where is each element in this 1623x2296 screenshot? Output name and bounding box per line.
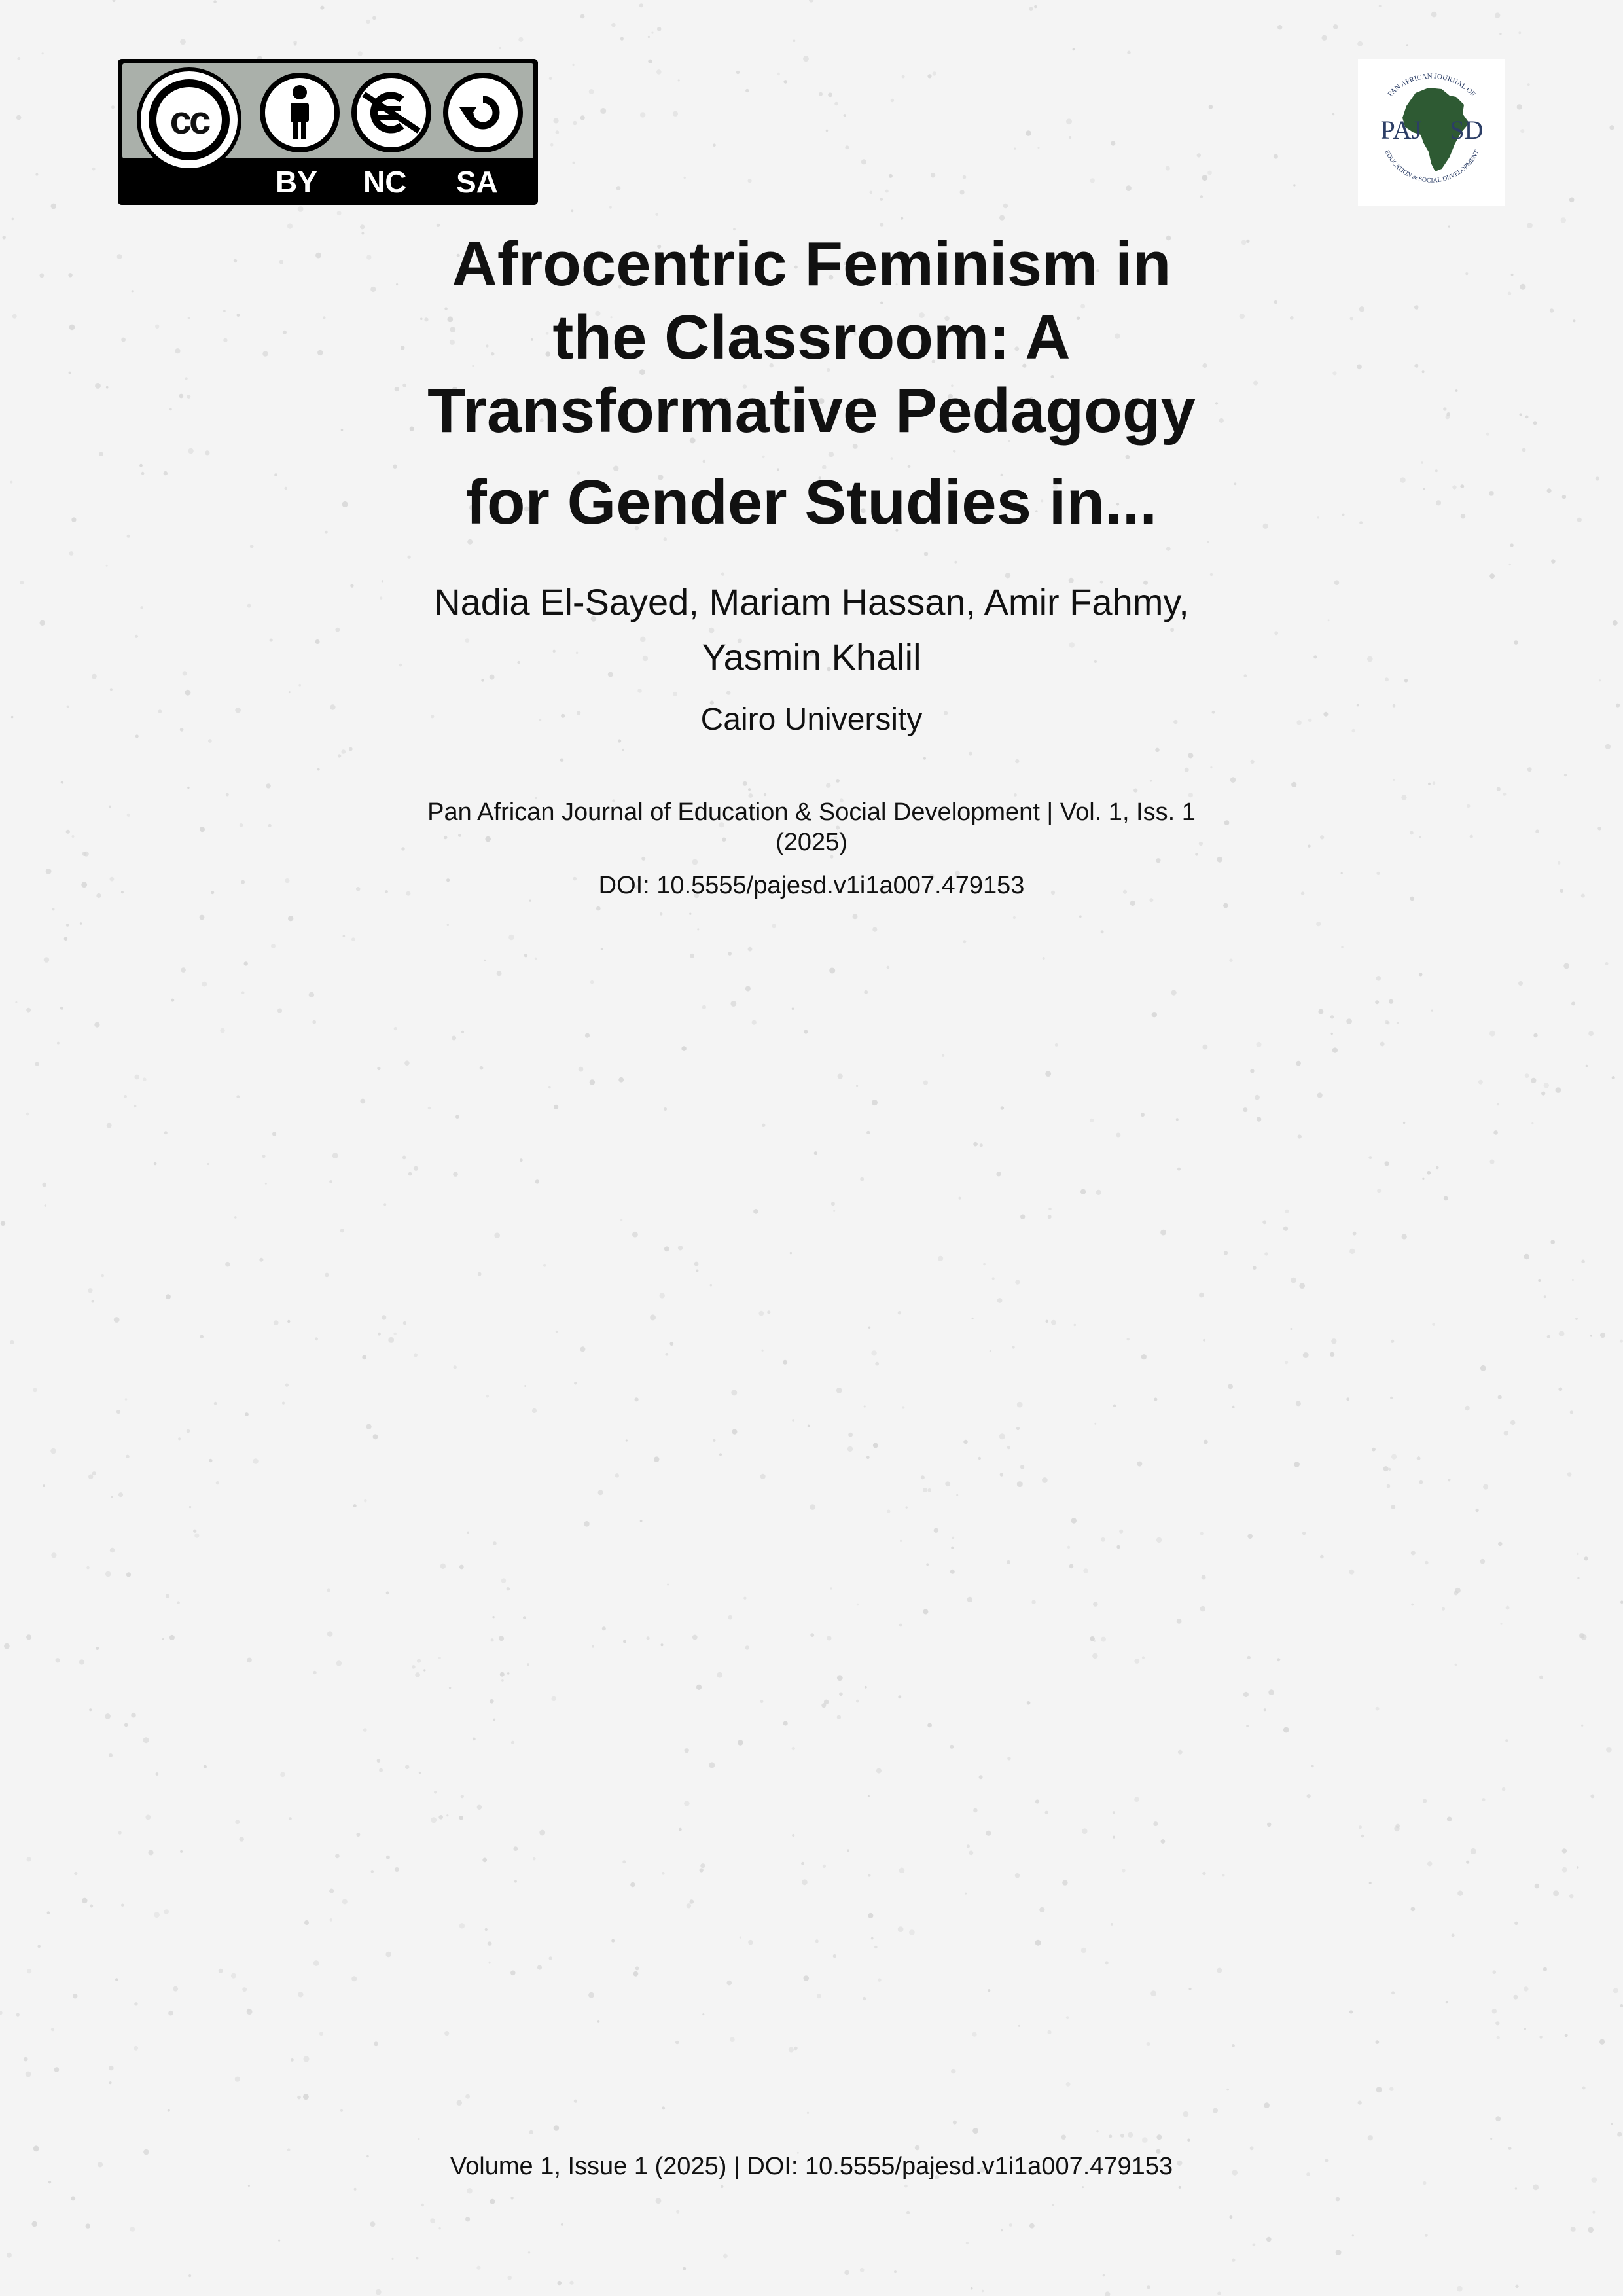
by-attribution-icon <box>260 73 340 152</box>
page-footer: Volume 1, Issue 1 (2025) | DOI: 10.5555/pajesd.v1i1a007.479153 <box>450 2153 1173 2180</box>
journal-logo-acronym-left: PAJ <box>1380 115 1422 145</box>
authors-line: Yasmin Khalil <box>702 636 921 677</box>
cc-badge-top <box>122 63 533 158</box>
paper-title <box>353 228 1270 539</box>
journal-citation <box>353 797 1270 857</box>
journal-logo <box>1358 59 1505 206</box>
paper-authors <box>353 575 1270 685</box>
journal-citation-line: (2025) <box>776 829 847 856</box>
cc-label-nc: NC <box>363 165 407 199</box>
cc-label-sa: SA <box>456 165 498 199</box>
cc-license-badge <box>118 59 538 205</box>
svg-text:EDUCATION & SOCIAL DEVELOPMENT: EDUCATION & SOCIAL DEVELOPMENT <box>1383 149 1481 185</box>
cc-label-by: BY <box>276 165 317 199</box>
journal-logo-ring-text: PAN AFRICAN JOURNAL OF <box>1386 72 1477 98</box>
cc-badge-labels <box>120 159 536 205</box>
sa-sharealike-icon <box>443 73 523 152</box>
title-line: Afrocentric Feminism in <box>452 229 1171 299</box>
title-line: the Classroom: A <box>552 302 1071 372</box>
paper-doi: DOI: 10.5555/pajesd.v1i1a007.479153 <box>598 872 1025 899</box>
authors-line: Nadia El-Sayed, Mariam Hassan, Amir Fahmy, <box>434 581 1189 622</box>
journal-citation-line: Pan African Journal of Education & Social Development | Vol. 1, Iss. 1 <box>427 798 1196 826</box>
title-line: Transformative Pedagogy <box>427 376 1196 446</box>
cc-icon: cc <box>137 67 241 172</box>
title-line: for Gender Studies in... <box>465 467 1158 537</box>
paper-affiliation: Cairo University <box>700 702 923 737</box>
nc-noncommercial-icon <box>351 73 431 152</box>
journal-logo-acronym-right: SD <box>1450 115 1484 145</box>
